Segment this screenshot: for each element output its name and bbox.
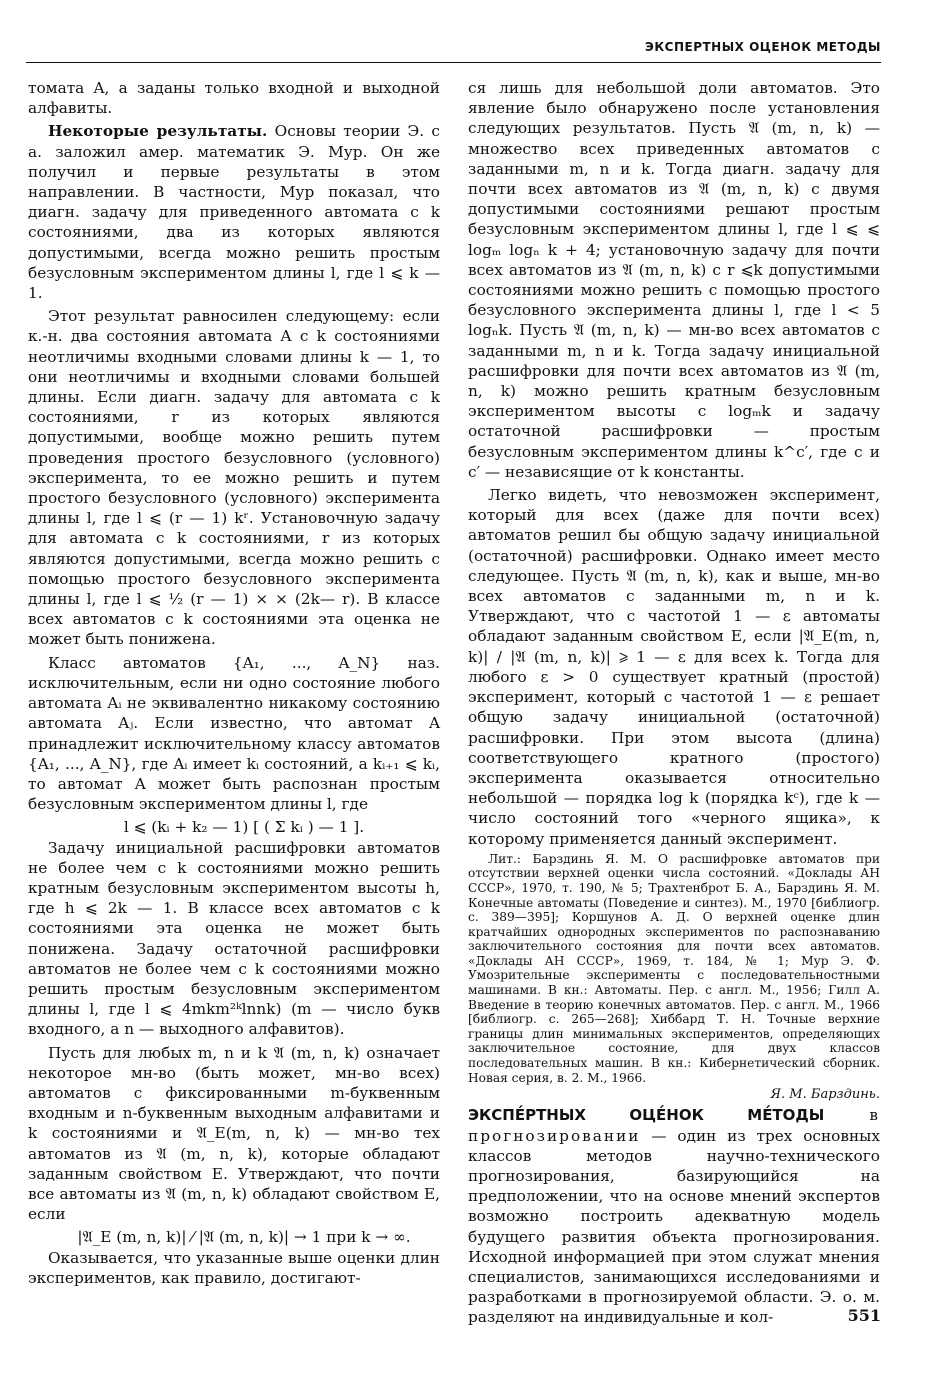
running-title: ЭКСПЕРТНЫХ ОЦЕНОК МЕТОДЫ — [645, 40, 881, 54]
paragraph-results — [28, 121, 440, 303]
section-heading: Некоторые результаты. — [48, 122, 268, 141]
entry-body: — один из трех основных классов методов научно-технического прогнозирования, базирующийся на предположении, что на основе мнений экспертов возможно построить адекватную модель будущего развития объекта прогнозирования. Исходной информацией при этом служат мнения специалистов, занимающихся исследованиями и разработками в прогнозируемой области. Э. о. м. разделяют на индивидуальные и кол- — [468, 1126, 880, 1327]
page-header — [26, 38, 881, 63]
paragraph: ся лишь для небольшой доли автоматов. Это явление было обнаружено после установления следующих результатов. Пусть 𝔄 (m, n, k) — множество всех приведенных автоматов с заданными m, n и k. Тогда диагн. задачу для почти всех автоматов из 𝔄 (m, n, k) с двумя допустимыми состояниями решают простым безусловным экспериментом длины l, где l ⩽ ⩽ logₘ logₙ k + 4; установочную задачу для почти всех автоматов из 𝔄 (m, n, k) с r ⩽k допустимыми состояниями можно решить с помощью простого безусловного эксперимента длины l, где l < 5 logₙk. Пусть 𝔄 (m, n, k) — мн-во всех автоматов с заданными m, n и k. Тогда задачу инициальной расшифровки для почти всех автоматов из 𝔄 (m, n, k) можно решить кратным безусловным экспериментом высоты c logₘk и задачу остаточной расшифровки — простым безусловным экспериментом длины k^c′, где c и c′ — независящие от k константы. — [468, 79, 880, 481]
right-column — [468, 78, 880, 1328]
entry-expert-methods — [468, 1105, 880, 1327]
paragraph: Легко видеть, что невозможен эксперимент, который для всех (даже для почти всех) автоматов решил бы общую задачу инициальной (остаточной) расшифровки. Однако имеет место следующее. Пусть 𝔄 (m, n, k), как и выше, мн-во всех автоматов с заданными m, n и k. Утверждают, что с частотой 1 — ε автоматы обладают заданным свойством E, если |𝔄_E(m, n, k)| / |𝔄 (m, n, k)| ⩾ 1 — ε для всех k. Тогда для любого ε > 0 существует кратный (простой) эксперимент, который с частотой 1 — ε решает общую задачу инициальной (остаточной) расшифровки. При этом высота (длина) соответствующего кратного (простого) эксперимента оказывается относительно небольшой — порядка log k (порядка kᶜ), где k — число состояний того «черного ящика», к которому применяется данный эксперимент. — [468, 486, 880, 848]
entry-heading: ЭКСПЕ́РТНЫХ ОЦЕ́НОК МЕ́ТОДЫ — [468, 1106, 825, 1125]
left-column — [28, 78, 440, 1288]
paragraph: Этот результат равносилен следующему: если к.-н. два состояния автомата A с k состояниями неотличимы входными словами длины k — 1, то они неотличимы и входными словами большей длины. Если диагн. задачу для автомата с k состояниями, r из которых являются допустимыми, вообще можно решить путем проведения простого безусловного (условного) эксперимента, то ее можно решить и путем простого безусловного (условного) эксперимента длины l, где l ⩽ (r — 1) kʳ. Установочную задачу для автомата с k состояниями, r из которых являются допустимыми, всегда можно решить с помощью простого безусловного эксперимента длины l, где l ⩽ ½ (r — 1) × × (2k— r). В классе всех автоматов с k состояниями эта оценка не может быть понижена. — [28, 307, 440, 649]
page-number: 551 — [847, 1306, 881, 1325]
formula-recognition-length: l ⩽ (kᵢ + k₂ — 1) [ ( Σ kᵢ ) — 1 ]. — [123, 818, 365, 837]
paragraph: Класс автоматов {A₁, ..., A_N} наз. исключительным, если ни одно состояние любого автомата Aᵢ не эквивалентно никакому состоянию автомата Aⱼ. Если известно, что автомат A принадлежит исключительному классу автоматов {A₁, ..., A_N}, где Aᵢ имеет kᵢ состояний, а kᵢ₊₁ ⩽ kᵢ, то автомат A может быть распознан простым безусловным экспериментом длины l, где — [28, 653, 440, 814]
references: Лит.: Барздинь Я. М. О расшифровке автоматов при отсутствии верхней оценки числа состояний. «Доклады АН СССР», 1970, т. 190, № 5; Трахтенброт Б. А., Барздинь Я. М. Конечные автоматы (Поведение и синтез). М., 1970 [библиогр. с. 389—395]; Коршунов А. Д. О верхней оценке длин кратчайших однородных экспериментов по распознаванию заключительного состояния для почти всех автоматов. «Доклады АН СССР», 1969, т. 184, № 1; Мур Э. Ф. Умозрительные эксперименты с последовательностными машинами. В кн.: Автоматы. Пер. с англ. М., 1956; Гилл А. Введение в теорию конечных автоматов. Пер. с англ. М., 1966 [библиогр. с. 265—268]; Хиббард Т. Н. Точные верхние границы длин минимальных экспериментов, определяющих заключительное состояние, для двух классов последовательных машин. В кн.: Кибернетический сборник. Новая серия, в. 2. М., 1966. — [468, 851, 880, 1085]
entry-lead: в прогнозировании — [468, 1106, 880, 1145]
paragraph: Оказывается, что указанные выше оценки длин экспериментов, как правило, достигают- — [28, 1248, 440, 1287]
paragraph: Пусть для любых m, n и k 𝔄 (m, n, k) означает некоторое мн-во (быть может, мн-во всех) автоматов с фиксированными m-буквенным входным и n-буквенным выходным алфавитами и k состояниями и 𝔄_E(m, n, k) — мн-во тех автоматов из 𝔄 (m, n, k), которые обладают заданным свойством E. Утверждают, что почти все автоматы из 𝔄 (m, n, k) обладают свойством E, если — [28, 1043, 440, 1224]
formula-almost-all: |𝔄_E (m, n, k)| ⁄ |𝔄 (m, n, k)| → 1 при k → ∞. — [77, 1228, 411, 1247]
author-signature: Я. М. Барздинь. — [770, 1087, 880, 1103]
paragraph-text: Основы теории Э. с а. заложил амер. математик Э. Мур. Он же получил и первые результаты в этом направлении. В частности, Мур показал, что диагн. задачу для приведенного автомата с k состояниями, два из которых являются допустимыми, всегда можно решить простым безусловным экспериментом длины l, где l ⩽ k — 1. — [28, 122, 441, 303]
paragraph: томата A, а заданы только входной и выходной алфавиты. — [28, 79, 440, 118]
paragraph: Задачу инициальной расшифровки автоматов не более чем с k состояниями можно решить кратным безусловным экспериментом высоты h, где h ⩽ 2k — 1. В классе всех автоматов с k состояниями эта оценка не может быть понижена. Задачу остаточной расшифровки автоматов не более чем с k состояниями можно решить простым безусловным экспериментом длины l, где l ⩽ 4mkm²ᵏlnnk) (m — число букв входного, а n — выходного алфавитов). — [28, 838, 440, 1039]
